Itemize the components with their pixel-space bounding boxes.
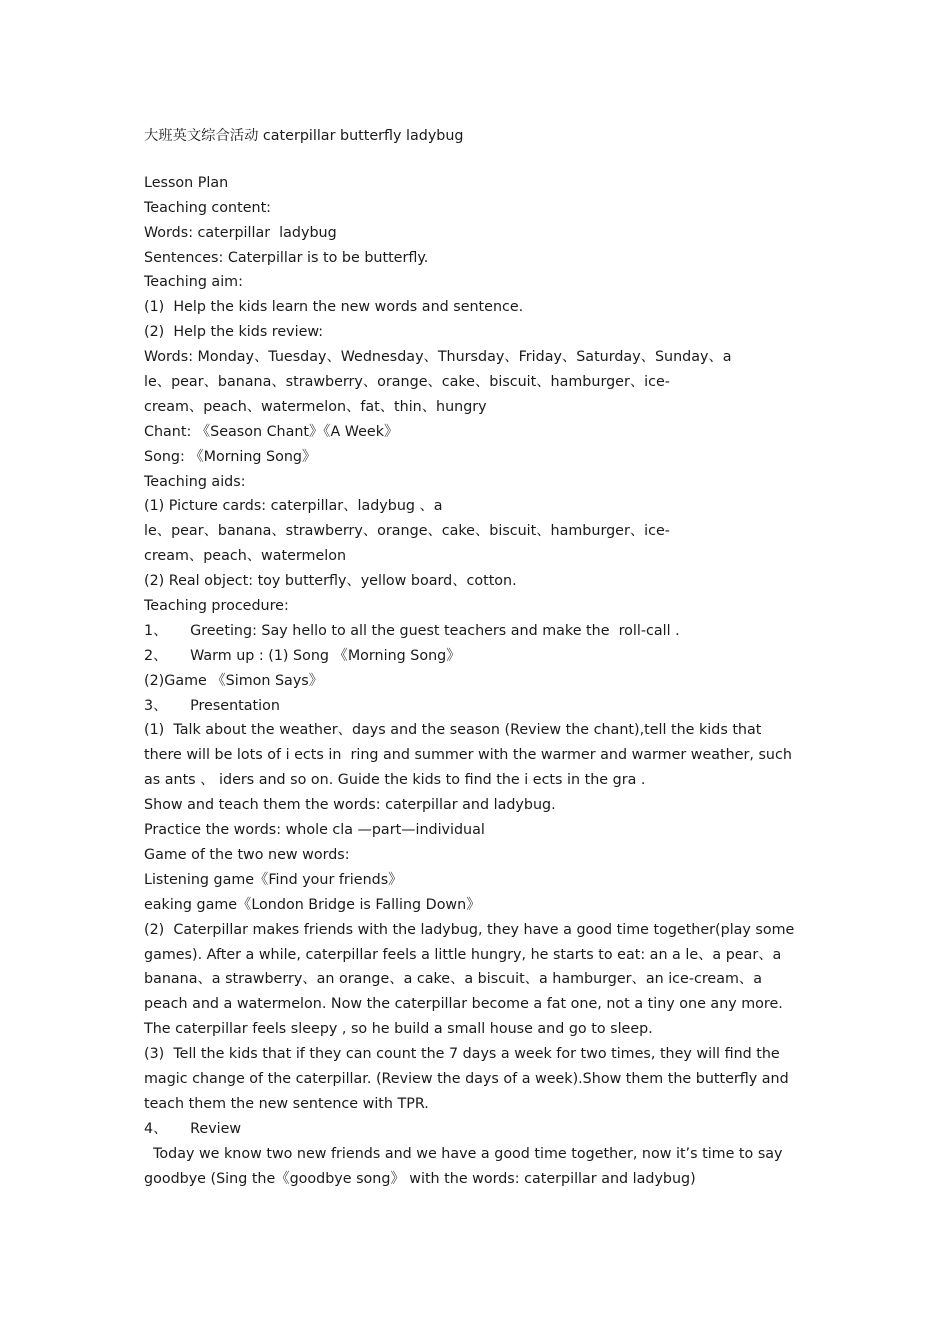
text-line: (1) Talk about the weather、days and the season (Review the chant),tell the kids that (144, 722, 762, 739)
document-title (144, 124, 804, 149)
text-line: cream、peach、watermelon、fat、thin、hungry (144, 398, 487, 415)
document-lines (144, 171, 804, 1192)
text-line: 4、 Review (144, 1120, 242, 1137)
text-line: le、pear、banana、strawberry、orange、cake、biscuit、hamburger、ice- (144, 523, 670, 540)
text-line: Listening game《Find your friends》 (144, 871, 403, 888)
text-line: The caterpillar feels sleepy , so he build a small house and go to sleep. (144, 1021, 653, 1038)
text-line: banana、a strawberry、an orange、a cake、a biscuit、a hamburger、an ice-cream、a (144, 971, 762, 988)
text-line: Practice the words: whole cla —part—individual (144, 822, 485, 839)
text-line: (2)Game 《Simon Says》 (144, 672, 324, 689)
text-line: cream、peach、watermelon (144, 548, 347, 565)
text-line: (3) Tell the kids that if they can count the 7 days a week for two times, they will find the (144, 1046, 780, 1063)
text-line: (1) Picture cards: caterpillar、ladybug 、a (144, 498, 443, 515)
text-line: Teaching procedure: (144, 598, 289, 615)
text-line: Song: 《Morning Song》 (144, 448, 317, 465)
text-line: 2、 Warm up : (1) Song 《Morning Song》 (144, 647, 461, 664)
text-line: Teaching aids: (144, 473, 246, 490)
text-line: (2) Caterpillar makes friends with the ladybug, they have a good time together(play some (144, 921, 795, 938)
text-line: le、pear、banana、strawberry、orange、cake、biscuit、hamburger、ice- (144, 374, 670, 391)
text-line: goodbye (Sing the《goodbye song》 with the words: caterpillar and ladybug) (144, 1170, 696, 1187)
document-title-english: caterpillar butterfly ladybug (258, 128, 464, 144)
text-line: magic change of the caterpillar. (Review the days of a week).Show them the butterfly and (144, 1070, 789, 1087)
text-line: Show and teach them the words: caterpillar and ladybug. (144, 797, 556, 814)
text-line: (2) Help the kids review: (144, 324, 324, 341)
text-line: Today we know two new friends and we have a good time together, now it’s time to say (144, 1145, 783, 1162)
title-spacing (144, 149, 804, 171)
document-body (144, 124, 804, 1191)
text-line: 1、 Greeting: Say hello to all the guest teachers and make the roll-call . (144, 622, 680, 639)
document-title-chinese: 大班英文综合活动 (144, 128, 259, 144)
text-line: Sentences: Caterpillar is to be butterfly. (144, 249, 429, 266)
text-line: (1) Help the kids learn the new words and sentence. (144, 299, 524, 316)
text-line: Teaching aim: (144, 274, 243, 291)
text-line: Words: Monday、Tuesday、Wednesday、Thursday、Friday、Saturday、Sunday、a (144, 349, 732, 366)
text-line: (2) Real object: toy butterfly、yellow board、cotton. (144, 573, 517, 590)
text-line: eaking game《London Bridge is Falling Down》 (144, 896, 481, 913)
text-line: Lesson Plan (144, 174, 229, 191)
text-line: Teaching content: (144, 199, 271, 216)
text-line: peach and a watermelon. Now the caterpillar become a fat one, not a tiny one any more. (144, 996, 783, 1013)
text-line: Game of the two new words: (144, 846, 350, 863)
text-line: games). After a while, caterpillar feels a little hungry, he starts to eat: an a le、a pear、a (144, 946, 782, 963)
text-line: as ants 、 iders and so on. Guide the kids to find the i ects in the gra . (144, 772, 646, 789)
text-line: 3、 Presentation (144, 697, 280, 714)
text-line: teach them the new sentence with TPR. (144, 1095, 429, 1112)
text-line: Chant: 《Season Chant》《A Week》 (144, 423, 399, 440)
text-line: Words: caterpillar ladybug (144, 224, 337, 241)
text-line: there will be lots of i ects in ring and summer with the warmer and warmer weather, such (144, 747, 792, 764)
